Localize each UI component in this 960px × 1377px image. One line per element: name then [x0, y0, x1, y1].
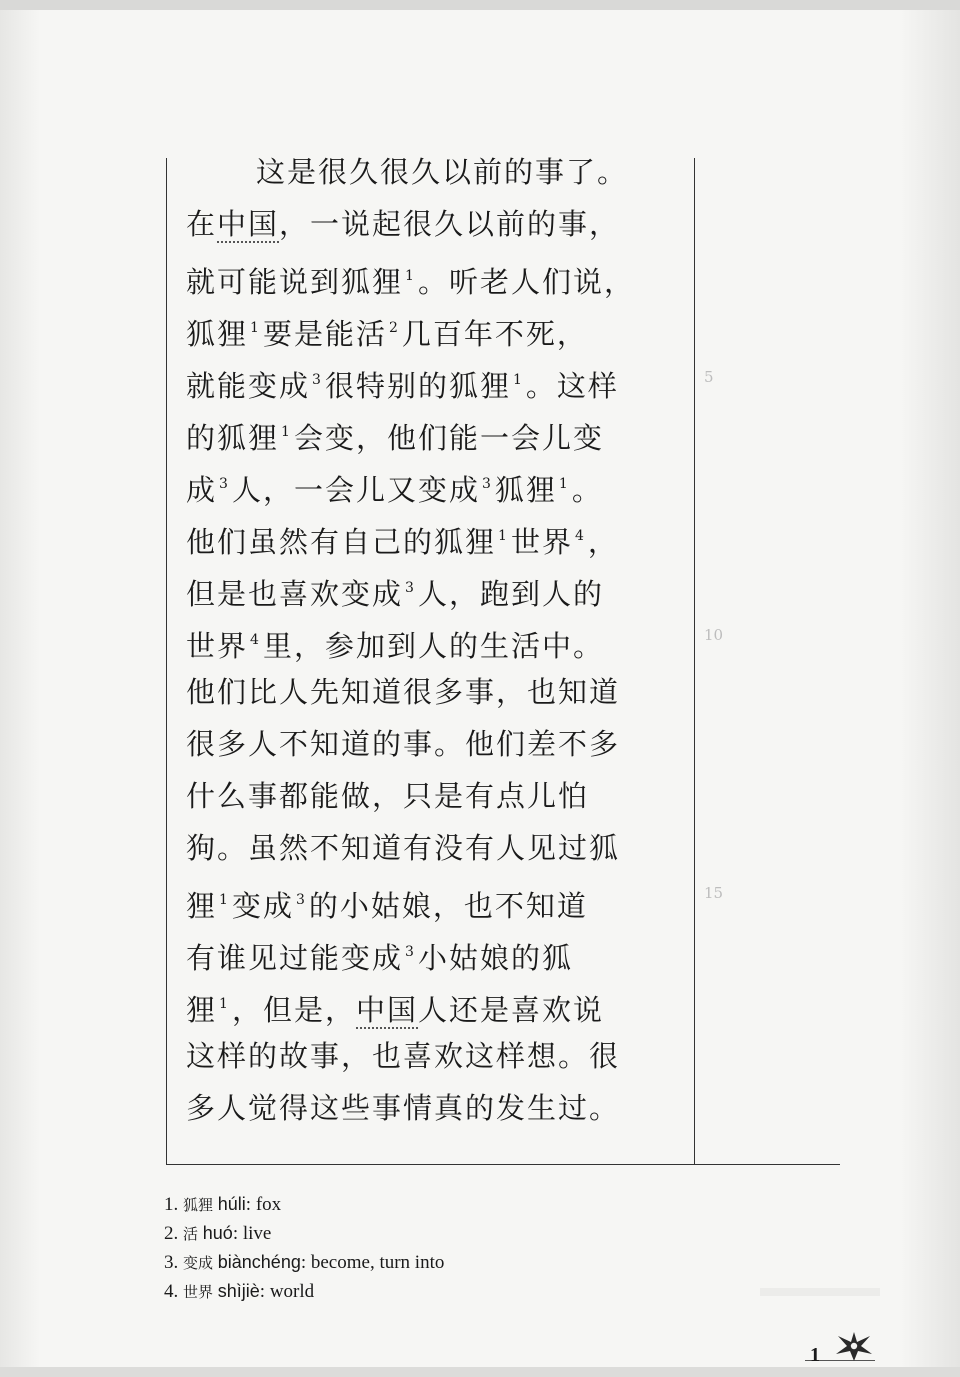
footnote-gloss: : live	[232, 1223, 272, 1244]
page-number: 1	[810, 1344, 820, 1366]
footnote-pinyin: shìjiè	[217, 1281, 260, 1301]
footnote-marker: 2	[388, 320, 400, 336]
passage-line	[186, 926, 682, 978]
text-segment: 狸	[186, 889, 218, 923]
text-segment: 他们比人先知道很多事，也知道	[186, 675, 621, 709]
passage-line	[186, 822, 682, 874]
text-segment: ，一说起很久以前的事，	[279, 207, 621, 241]
proper-noun-underlined: 中国	[217, 207, 280, 241]
text-segment: 人，一会儿又变成	[231, 473, 480, 507]
passage-line	[186, 1030, 682, 1082]
footnote-gloss: : world	[259, 1281, 315, 1302]
passage-line	[186, 562, 682, 614]
text-segment: ，但是，	[231, 993, 356, 1027]
text-segment: 小姑娘的狐	[417, 941, 573, 975]
text-segment: 。	[571, 473, 603, 507]
proper-noun-underlined: 中国	[355, 993, 418, 1027]
footnote-marker: 1	[250, 320, 261, 336]
passage-line	[186, 406, 682, 458]
footnote-gloss: : fox	[245, 1194, 282, 1215]
text-segment: 人，跑到人的	[417, 577, 604, 611]
text-segment: 会变，他们能一会儿变	[293, 421, 604, 455]
passage-line	[186, 718, 682, 770]
text-frame-left-rule	[166, 158, 167, 1164]
footnotes	[164, 1190, 444, 1306]
footnote-marker: 1	[405, 268, 416, 284]
footnote-marker: 3	[405, 944, 416, 960]
text-segment: 的狐狸	[186, 421, 280, 455]
text-segment: 多人觉得这些事情真的发生过。	[186, 1091, 621, 1125]
text-segment: 要是能活	[262, 317, 387, 351]
text-segment: 很特别的狐狸	[324, 369, 511, 403]
footnote-marker: 3	[312, 372, 323, 388]
text-segment: 几百年不死，	[401, 317, 588, 351]
passage-line	[186, 770, 682, 822]
line-number-5: 5	[704, 368, 714, 386]
footnote-pinyin: biànchéng	[217, 1252, 301, 1272]
text-segment: 什么事都能做，只是有点儿怕	[186, 779, 590, 813]
footnote-chinese: 变成	[183, 1254, 214, 1272]
text-segment: 有谁见过能变成	[186, 941, 404, 975]
footnote-marker: 3	[295, 892, 307, 908]
text-segment: 狸	[186, 993, 218, 1027]
footnote-marker: 1	[219, 996, 230, 1012]
passage-line	[186, 250, 682, 302]
text-segment: 狐狸	[186, 317, 249, 351]
line-number-10: 10	[704, 626, 724, 644]
footnote-marker: 1	[281, 424, 292, 440]
passage-line	[186, 458, 682, 510]
text-segment: 狗。虽然不知道有没有人见过狐	[186, 831, 621, 865]
page-top-edge	[0, 0, 960, 10]
text-segment: 的小姑娘，也不知道	[308, 889, 588, 923]
footnote-marker: 1	[498, 528, 509, 544]
page-bottom-edge	[0, 1367, 960, 1377]
footnote-chinese: 活	[183, 1225, 199, 1243]
footnote-marker: 4	[574, 528, 586, 544]
text-segment: 狐狸	[494, 473, 557, 507]
text-segment: 在	[186, 207, 218, 241]
footnote-number: 3.	[164, 1252, 179, 1273]
footnote-marker: 3	[481, 476, 493, 492]
passage-line	[186, 510, 682, 562]
footnote-marker: 1	[219, 892, 230, 908]
footnote-item	[164, 1248, 444, 1277]
text-segment: 变成	[231, 889, 294, 923]
footnote-marker: 3	[405, 580, 416, 596]
passage-line	[186, 874, 682, 926]
passage-line	[186, 666, 682, 718]
footnote-number: 1.	[164, 1194, 179, 1215]
bleed-through-shadow	[760, 1288, 880, 1296]
text-segment: 就能变成	[186, 369, 311, 403]
footnote-chinese: 世界	[183, 1283, 214, 1301]
footnote-item	[164, 1190, 444, 1219]
passage-line	[186, 1082, 682, 1134]
text-segment: 。这样	[525, 369, 619, 403]
footnote-number: 2.	[164, 1223, 179, 1244]
text-segment: 他们虽然有自己的狐狸	[186, 525, 497, 559]
line-number-15: 15	[704, 884, 724, 902]
text-segment: 这样的故事，也喜欢这样想。很	[186, 1039, 621, 1073]
text-segment: ，	[587, 525, 619, 559]
footnote-chinese: 狐狸	[183, 1196, 214, 1214]
text-segment: 里，参加到人的生活中。	[262, 629, 604, 663]
text-segment: 人还是喜欢说	[417, 993, 604, 1027]
text-segment: 世界	[510, 525, 573, 559]
star-flower-icon	[834, 1330, 874, 1362]
passage-line	[186, 354, 682, 406]
passage-line	[186, 198, 682, 250]
footnote-number: 4.	[164, 1281, 179, 1302]
text-segment: 这是很久很久以前的事了。	[256, 155, 629, 189]
passage-line	[186, 978, 682, 1030]
text-segment: 就可能说到狐狸	[186, 265, 404, 299]
footnote-pinyin: huó	[202, 1223, 233, 1243]
footnote-gloss: : become, turn into	[300, 1252, 445, 1273]
text-segment: 。听老人们说，	[417, 265, 635, 299]
text-frame-bottom-rule	[166, 1164, 840, 1165]
passage-line	[186, 146, 682, 198]
passage-line	[186, 614, 682, 666]
footnote-marker: 4	[250, 632, 261, 648]
text-segment: 世界	[186, 629, 249, 663]
passage-line	[186, 302, 682, 354]
footnote-marker: 1	[558, 476, 570, 492]
footnote-marker: 1	[512, 372, 524, 388]
footnote-pinyin: húli	[217, 1194, 246, 1214]
footnote-item	[164, 1219, 444, 1248]
passage-text	[186, 146, 682, 1134]
text-segment: 成	[186, 473, 218, 507]
footnote-item	[164, 1277, 444, 1306]
text-segment: 很多人不知道的事。他们差不多	[186, 727, 621, 761]
footnote-marker: 3	[219, 476, 230, 492]
text-frame-right-rule	[694, 158, 695, 1164]
text-segment: 但是也喜欢变成	[186, 577, 404, 611]
